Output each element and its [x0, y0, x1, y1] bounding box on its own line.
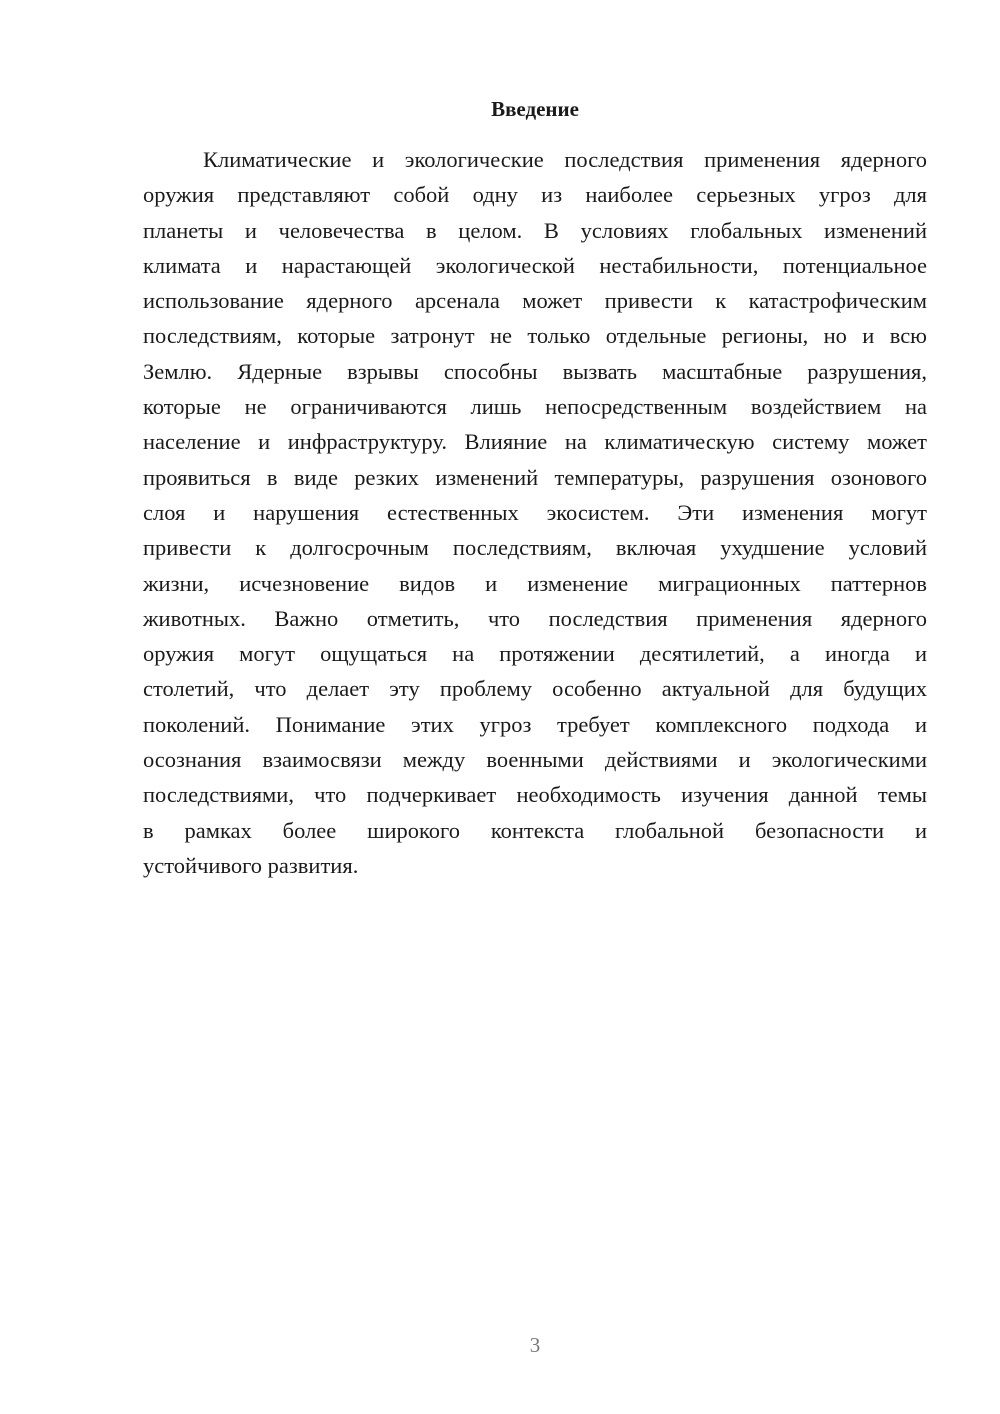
text-line: в рамках более широкого контекста глобальной безопасности и [143, 817, 927, 843]
text-line: устойчивого развития. [143, 852, 359, 878]
intro-paragraph [143, 145, 927, 886]
text-line: население и инфраструктуру. Влияние на климатическую систему может [143, 429, 927, 455]
text-line: животных. Важно отметить, что последствия применения ядерного [143, 605, 927, 631]
text-line: поколений. Понимание этих угроз требует комплексного подхода и [143, 711, 927, 737]
text-line: использование ядерного арсенала может привести к катастрофическим [143, 288, 927, 314]
text-line: планеты и человечества в целом. В условиях глобальных изменений [143, 217, 927, 243]
text-line: последствиями, что подчеркивает необходимость изучения данной темы [143, 782, 927, 808]
text-line: осознания взаимосвязи между военными действиями и экологическими [143, 747, 927, 773]
text-line: слоя и нарушения естественных экосистем. Эти изменения могут [143, 499, 927, 525]
text-line: оружия могут ощущаться на протяжении десятилетий, а иногда и [143, 641, 927, 667]
text-line: оружия представляют собой одну из наиболее серьезных угроз для [143, 182, 927, 208]
section-title: Введение [491, 97, 579, 121]
text-line: жизни, исчезновение видов и изменение миграционных паттернов [143, 570, 927, 596]
text-line: которые не ограничиваются лишь непосредственным воздействием на [143, 394, 927, 420]
text-line: столетий, что делает эту проблему особенно актуальной для будущих [143, 676, 927, 702]
text-line: Климатические и экологические последствия применения ядерного [203, 147, 927, 172]
text-line: привести к долгосрочным последствиям, включая ухудшение условий [143, 535, 927, 561]
text-line: последствиям, которые затронут не только отдельные регионы, но и всю [143, 323, 927, 349]
text-line: проявиться в виде резких изменений температуры, разрушения озонового [143, 464, 927, 490]
text-line: климата и нарастающей экологической нестабильности, потенциальное [143, 252, 927, 278]
text-line: Землю. Ядерные взрывы способны вызвать масштабные разрушения, [143, 358, 927, 384]
page-number: 3 [529, 1333, 541, 1357]
